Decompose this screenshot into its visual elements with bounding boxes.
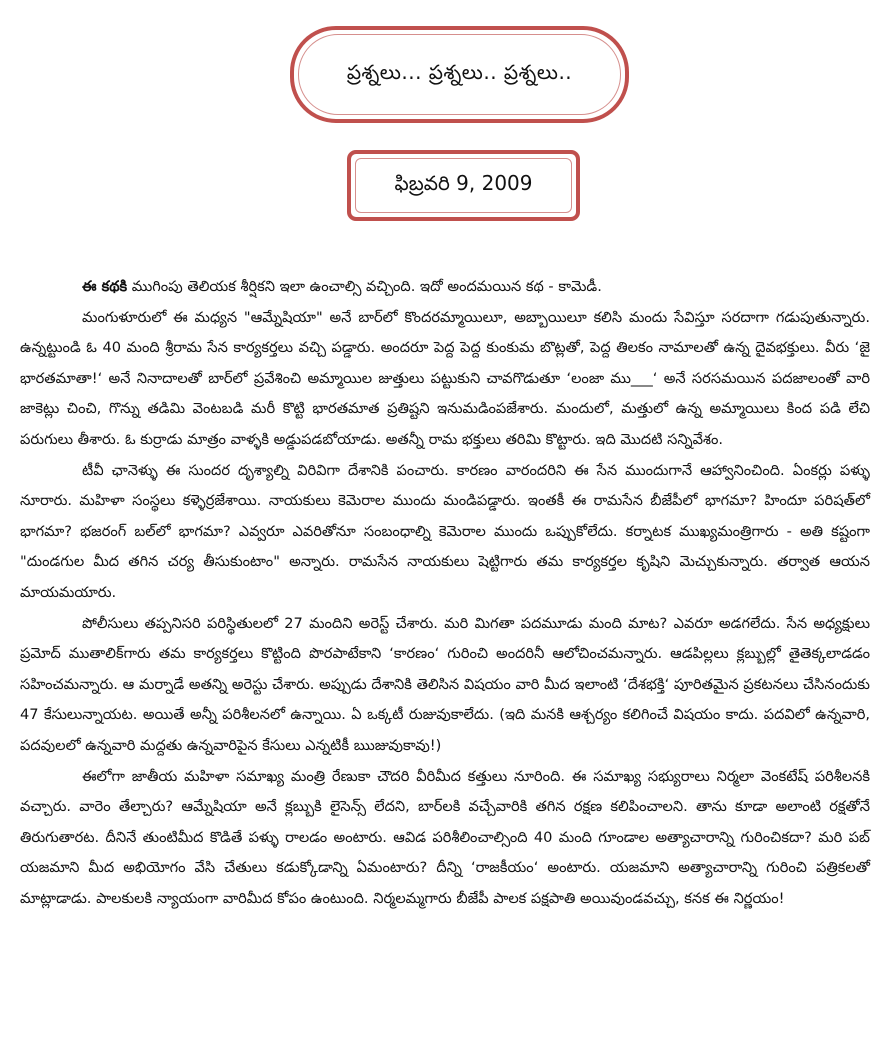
paragraph-text: పోలీసులు తప్పనిసరి పరిస్థితులలో 27 మందిని అరెస్ట్ చేశారు. మరి మిగతా పదమూడు మంది మాట? ఎవరూ అడగలేదు. సేన అధ్యక్షులు ప్రమోద్ ముతాలిక్‌గారు తమ కార్యకర్తలు కొట్టింది పొరపాటేకాని ‘కారణం‘ గురించి అందరినీ ఆలోచించమన్నారు. ఆడపిల్లలు క్లబ్బుల్లో తైతెక్కలాడడం సహించమన్నారు. ఆ మర్నాడే అతన్ని అరెస్టు చేశారు. అప్పుడు దేశానికి తెలిసిన విషయం వారి మీద ఇలాంటి ‘దేశభక్తి‘ పూరితమైన ప్రకటనలు చేసినందుకు 47 కేసులున్నాయట. అయితే అన్నీ పరిశీలనలో ఉన్నాయి. ఏ ఒక్కటీ రుజువుకాలేదు. (ఇది మనకి ఆశ్చర్యం కలిగించే విషయం కాదు. పదవిలో ఉన్నవారి, పదవులలో ఉన్నవారి మద్దతు ఉన్నవారిపైన కేసులు ఎన్నటికీ ఋజువుకావు!) xyxy=(20,614,870,754)
paragraph-text: ముగింపు తెలియక శీర్షికని ఇలా ఉంచాల్సి వచ్చింది. ఇదో అందమయిన కథ - కామెడీ. xyxy=(127,278,602,295)
title-banner xyxy=(290,26,629,123)
paragraph xyxy=(20,456,870,609)
paragraph-lead: ఈ కథకి xyxy=(82,278,128,295)
paragraph-text: మంగుళూరులో ఈ మధ్యన "ఆమ్నేషియా" అనే బార్‌లో కొందరమ్మాయిలూ, అబ్బాయిలూ కలిసి మందు సేవిస్తూ సరదాగా గడుపుతున్నారు. ఉన్నట్టుండి ఓ 40 మంది శ్రీరామ సేన కార్యకర్తలు వచ్చి పడ్డారు. అందరూ పెద్ద పెద్ద కుంకుమ బొట్లతో, పెద్ద తిలకం నామాలతో ఉన్న దైవభక్తులు. వీరు ‘జై భారతమాతా!‘ అనే నినాదాలతో బార్‌లో ప్రవేశించి అమ్మాయిల జుత్తులు పట్టుకుని చావగొడుతూ ‘లంజా ము___‘ అనే సరసమయిన పదజాలంతో వారి జాకెట్లు చించి, గొన్ను తడిమి వెంటబడి మరీ కొట్టి భారతమాత ప్రతిష్టని ఇనుమడింపజేశారు. మందులో, మత్తులో ఉన్న అమ్మాయిలు కింద పడి లేచి పరుగులు తీశారు. ఓ కుర్రాడు మాత్రం వాళ్ళకి అడ్డుపడబోయాడు. అతన్నీ రామ భక్తులు తరిమి కొట్టారు. ఇది మొదటి సన్నివేశం. xyxy=(20,308,870,448)
article-title: ప్రశ్నలు... ప్రశ్నలు.. ప్రశ్నలు.. xyxy=(346,60,573,84)
paragraph-text: టీవీ ఛానెళ్ళు ఈ సుందర దృశ్యాల్ని విరివిగా దేశానికి పంచారు. కారణం వారందరిని ఈ సేన ముందుగానే ఆహ్వానించింది. ఏంకర్లు పళ్ళు నూరారు. మహిళా సంస్థలు కళ్ళెర్రజేశాయి. నాయకులు కెమెరాల ముందు మండిపడ్డారు. ఇంతకీ ఈ రామసేన బీజేపీలో భాగమా? హిందూ పరిషత్‌లో భాగమా? భజరంగ్ బల్‌లో భాగమా? ఎవ్వరూ ఎవరితోనూ సంబంధాల్ని కెమెరాల ముందు ఒప్పుకోలేదు. కర్నాటక ముఖ్యమంత్రిగారు - అతి కష్టంగా "దుండగుల మీద తగిన చర్య తీసుకుంటాం" అన్నారు. రామసేన నాయకులు షెట్టిగారు తమ కార్యకర్తల కృషిని మెచ్చుకున్నారు. తర్వాత ఆయన మాయమయారు. xyxy=(20,461,870,601)
paragraph xyxy=(20,609,870,762)
article-date: ఫిబ్రవరి 9, 2009 xyxy=(394,171,533,195)
date-banner xyxy=(347,150,580,221)
paragraph xyxy=(20,303,870,456)
paragraph-text: ఈలోగా జాతీయ మహిళా సమాఖ్య మంత్రి రేణుకా చౌదరి వీరిమీద కత్తులు నూరింది. ఈ సమాఖ్య సభ్యురాలు నిర్మలా వెంకటేష్ పరిశీలనకి వచ్చారు. వారెం తేల్చారు? ఆమ్నేషియా అనే క్లబ్బుకి లైసెన్స్ లేదని, బార్‌లకి వచ్చేవారికి తగిన రక్షణ కలిపించాలని. తాను కూడా అలాంటి రక్షతోనే తిరుగుతారట. దీనినే తుంటిమీద కొడితే పళ్ళు రాలడం అంటారు. ఆవిడ పరిశీలించాల్సింది 40 మంది గూండాల అత్యాచారాన్ని గురించికదా? మరి పబ్ యజమాని మీద అభియోగం వేసి చేతులు కడుక్కోడాన్ని ఏమంటారు? దీన్ని ‘రాజకీయం‘ అంటారు. యజమాని అత్యాచారాన్ని గురించి పత్రికలతో మాట్లాడాడు. పాలకులకి న్యాయంగా వారిమీద కోపం ఉంటుంది. నిర్మలమ్మగారు బీజేపీ పాలక పక్షపాతి అయివుండవచ్చు, కనక ఈ నిర్ణయం! xyxy=(20,767,870,907)
paragraph xyxy=(20,272,870,303)
article-body xyxy=(20,272,870,914)
paragraph xyxy=(20,762,870,915)
